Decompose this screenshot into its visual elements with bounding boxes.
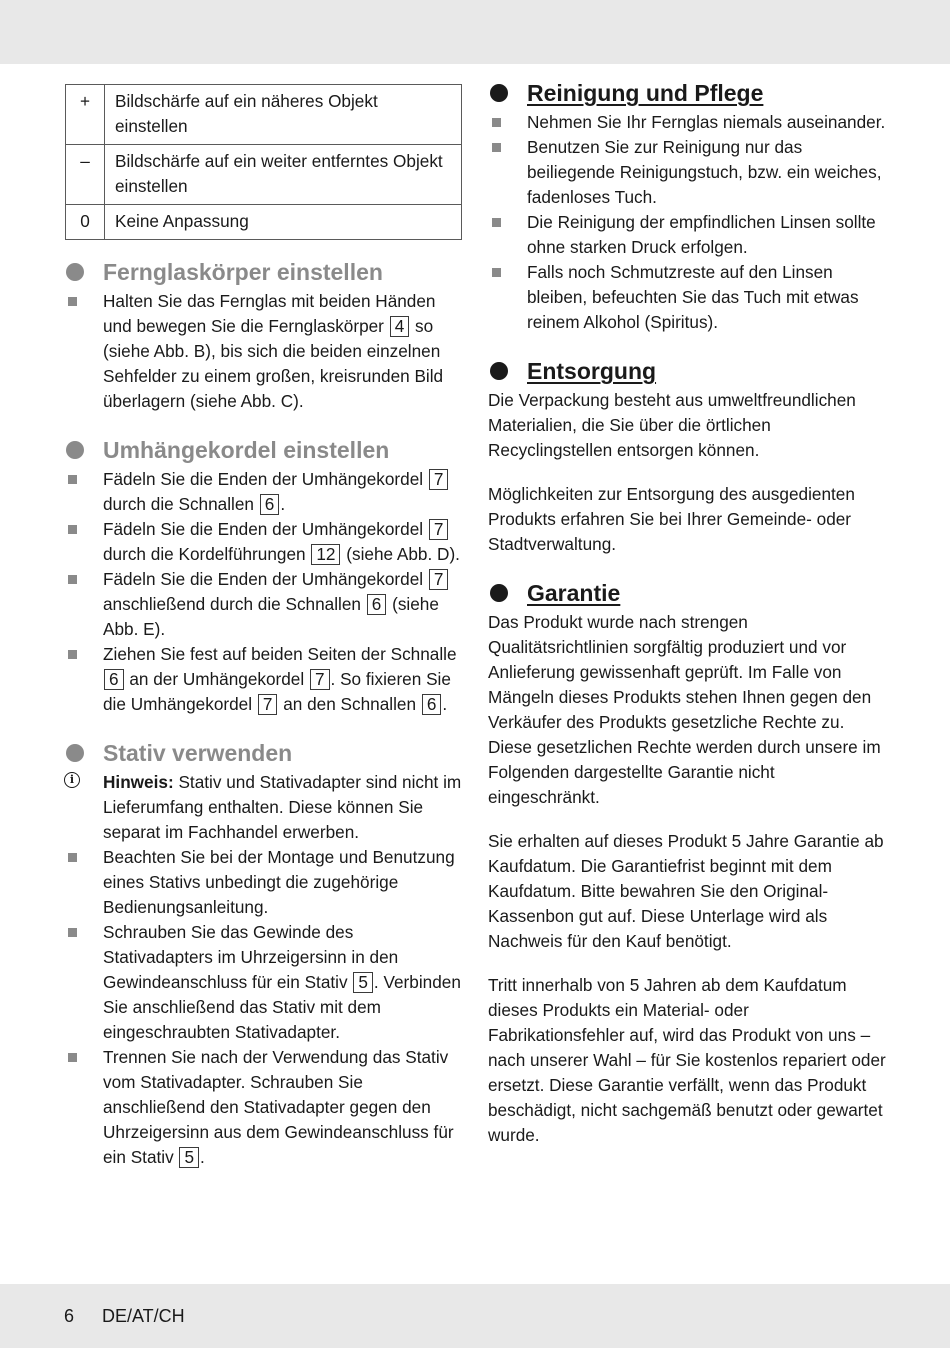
part-number-box: 12	[311, 544, 340, 565]
left-column	[64, 84, 464, 1170]
list-item: Ziehen Sie fest auf beiden Seiten der Schnalle 6 an der Umhängekordel 7 . So fixieren Sie die Umhängekordel 7 an den Schnallen 6 .	[64, 642, 464, 717]
list-item: Schrauben Sie das Gewinde des Stativadapters im Uhrzeigersinn in den Gewindeanschluss für ein Stativ 5 . Verbinden Sie anschließend das Stativ mit dem eingeschraubten Stativadapter.	[64, 920, 464, 1045]
table-row	[66, 145, 462, 205]
square-bullet-icon	[68, 928, 77, 937]
square-bullet-icon	[492, 118, 501, 127]
kordel-list	[64, 467, 464, 717]
page-number: 6	[64, 1306, 75, 1326]
fernglas-list	[64, 289, 464, 414]
table-description: Keine Anpassung	[105, 205, 462, 240]
square-bullet-icon	[68, 575, 77, 584]
stativ-list	[64, 770, 464, 1170]
table-row	[66, 85, 462, 145]
list-item: Beachten Sie bei der Montage und Benutzung eines Stativs unbedingt die zugehörige Bedienungsanleitung.	[64, 845, 464, 920]
table-symbol: +	[66, 85, 105, 145]
part-number-box: 7	[429, 519, 449, 540]
focus-adjustment-table	[65, 84, 462, 240]
square-bullet-icon	[68, 475, 77, 484]
list-item: Fädeln Sie die Enden der Umhängekordel 7 durch die Kordelführungen 12 (siehe Abb. D).	[64, 517, 464, 567]
section-heading-kordel: Umhängekordel einstellen	[64, 435, 464, 465]
paragraph: Sie erhalten auf dieses Produkt 5 Jahre Garantie ab Kaufdatum. Die Garantiefrist beginnt mit dem Kaufdatum. Bitte bewahren Sie den Original-Kassenbon gut auf. Diese Unterlage wird als Nachweis für den Kauf benötigt.	[488, 831, 884, 951]
bullet-dot-icon	[66, 744, 84, 762]
section-heading-stativ: Stativ verwenden	[64, 738, 464, 768]
table-symbol: 0	[66, 205, 105, 240]
info-icon: i	[64, 772, 80, 788]
bullet-dot-icon	[490, 584, 508, 602]
square-bullet-icon	[68, 853, 77, 862]
square-bullet-icon	[68, 297, 77, 306]
square-bullet-icon	[492, 143, 501, 152]
list-item: Trennen Sie nach der Verwendung das Stativ vom Stativadapter. Schrauben Sie anschließend den Stativadapter gegen den Uhrzeigersinn aus dem Gewindeanschluss für ein Stativ 5 .	[64, 1045, 464, 1170]
bullet-dot-icon	[66, 441, 84, 459]
page-footer	[64, 1304, 185, 1329]
list-item: Nehmen Sie Ihr Fernglas niemals auseinander.	[488, 110, 888, 135]
part-number-box: 5	[353, 972, 373, 993]
table-symbol: –	[66, 145, 105, 205]
section-heading-entsorgung: Entsorgung	[488, 356, 888, 386]
part-number-box: 5	[179, 1147, 199, 1168]
paragraph: Möglichkeiten zur Entsorgung des ausgedienten Produkts erfahren Sie bei Ihrer Gemeinde- oder Stadtverwaltung.	[488, 484, 855, 554]
square-bullet-icon	[492, 268, 501, 277]
bullet-dot-icon	[66, 263, 84, 281]
list-item: Falls noch Schmutzreste auf den Linsen bleiben, befeuchten Sie das Tuch mit etwas reinem Alkohol (Spiritus).	[488, 260, 888, 335]
section-heading-reinigung: Reinigung und Pflege	[488, 78, 888, 108]
square-bullet-icon	[68, 1053, 77, 1062]
table-row	[66, 205, 462, 240]
part-number-box: 4	[390, 316, 410, 337]
paragraph: Die Verpackung besteht aus umweltfreundlichen Materialien, die Sie über die örtlichen Recyclingstellen entsorgen können.	[488, 390, 856, 460]
section-heading-fernglas: Fernglaskörper einstellen	[64, 257, 464, 287]
part-number-box: 6	[260, 494, 280, 515]
paragraph: Tritt innerhalb von 5 Jahren ab dem Kaufdatum dieses Produkts ein Material- oder Fabrikationsfehler auf, wird das Produkt von uns – nach unserer Wahl – für Sie kostenlos repariert oder ersetzt. Diese Garantie verfällt, wenn das Produkt beschädigt, nicht sachgemäß benutzt oder gewartet wurde.	[488, 975, 886, 1145]
part-number-box: 6	[422, 694, 442, 715]
language-codes: DE/AT/CH	[102, 1306, 185, 1326]
list-item: Fädeln Sie die Enden der Umhängekordel 7 anschließend durch die Schnallen 6 (siehe Abb. E).	[64, 567, 464, 642]
square-bullet-icon	[68, 650, 77, 659]
table-description: Bildschärfe auf ein weiter entferntes Objekt einstellen	[105, 145, 462, 205]
list-item: Halten Sie das Fernglas mit beiden Händen und bewegen Sie die Fernglaskörper 4 so (siehe Abb. B), bis sich die beiden einzelnen Sehfelder zu einem großen, kreisrunden Bild überlagern (siehe Abb. C).	[64, 289, 464, 414]
reinigung-list	[488, 110, 888, 335]
table-description: Bildschärfe auf ein näheres Objekt einstellen	[105, 85, 462, 145]
part-number-box: 7	[429, 469, 449, 490]
list-item: Fädeln Sie die Enden der Umhängekordel 7 durch die Schnallen 6 .	[64, 467, 464, 517]
section-heading-garantie: Garantie	[488, 578, 888, 608]
part-number-box: 6	[367, 594, 387, 615]
part-number-box: 7	[310, 669, 330, 690]
bullet-dot-icon	[490, 84, 508, 102]
part-number-box: 7	[429, 569, 449, 590]
list-item: Benutzen Sie zur Reinigung nur das beiliegende Reinigungstuch, bzw. ein weiches, fadenloses Tuch.	[488, 135, 888, 210]
list-item: Die Reinigung der empfindlichen Linsen sollte ohne starken Druck erfolgen.	[488, 210, 888, 260]
paragraph: Das Produkt wurde nach strengen Qualitätsrichtlinien sorgfältig produziert und vor Anlieferung gewissenhaft geprüft. Im Falle von Mängeln dieses Produkts stehen Ihnen gegen den Verkäufer des Produkts gesetzliche Rechte zu. Diese gesetzlichen Rechte werden durch unsere im Folgenden dargestellte Garantie nicht eingeschränkt.	[488, 612, 881, 807]
part-number-box: 6	[104, 669, 124, 690]
square-bullet-icon	[492, 218, 501, 227]
note-label: Hinweis:	[103, 772, 174, 792]
right-column	[488, 78, 888, 1148]
note-item: i Hinweis: Stativ und Stativadapter sind nicht im Lieferumfang enthalten. Diese können Sie separat im Fachhandel erwerben.	[64, 770, 464, 845]
square-bullet-icon	[68, 525, 77, 534]
top-band	[0, 0, 950, 64]
bullet-dot-icon	[490, 362, 508, 380]
part-number-box: 7	[258, 694, 278, 715]
